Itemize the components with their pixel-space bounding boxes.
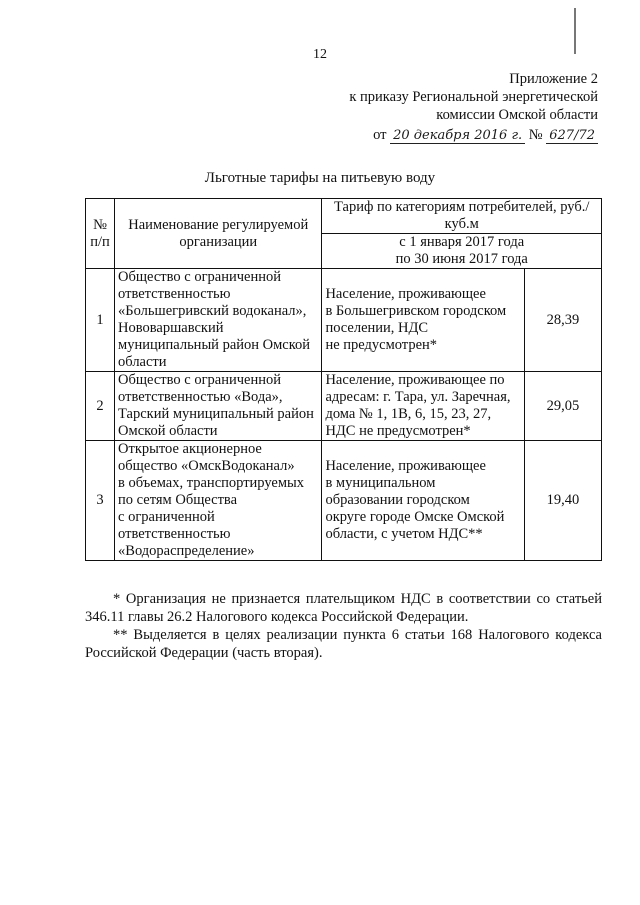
document-title: Льготные тарифы на питьевую воду bbox=[204, 170, 436, 186]
appendix-title: Приложение 2 bbox=[509, 71, 598, 87]
footnote-vat-exempt: * Организация не признается плательщиком НДС в соответствии со статьей 346.11 главы 26.2 Налогового кодекса Российской Федерации. bbox=[85, 591, 602, 625]
tariff-table bbox=[85, 198, 602, 561]
table-row bbox=[86, 441, 602, 561]
header-tariff: Тариф по категориям потребителей, руб./куб.м bbox=[322, 199, 602, 234]
row-tariff-value: 19,40 bbox=[524, 441, 601, 561]
order-number-handwritten: 627/72 bbox=[546, 129, 598, 144]
row-consumers: Население, проживающее по адресам: г. Тара, ул. Заречная, дома № 1, 1В, 6, 15, 23, 27, НДС не предусмотрен* bbox=[322, 372, 524, 441]
row-consumers: Население, проживающее в Большегривском городском поселении, НДС не предусмотрен* bbox=[322, 269, 524, 372]
order-line bbox=[349, 126, 598, 144]
page-number: 12 bbox=[313, 47, 327, 62]
order-date-handwritten: 20 декабря 2016 г. bbox=[390, 129, 525, 144]
appendix-block bbox=[349, 70, 598, 144]
row-number: 3 bbox=[86, 441, 115, 561]
footnotes bbox=[85, 590, 602, 662]
table-header-row bbox=[86, 199, 602, 234]
table-row bbox=[86, 269, 602, 372]
appendix-order-ref: к приказу Региональной энергетической bbox=[349, 89, 598, 105]
header-period: с 1 января 2017 года по 30 июня 2017 года bbox=[322, 234, 602, 269]
header-organization: Наименование регулируемой организации bbox=[115, 199, 322, 269]
row-tariff-value: 28,39 bbox=[524, 269, 601, 372]
row-consumers: Население, проживающее в муниципальном образовании городском округе городе Омске Омской области, с учетом НДС** bbox=[322, 441, 524, 561]
row-organization: Общество с ограниченной ответственностью «Большегривский водоканал», Нововаршавский муниципальный район Омской области bbox=[115, 269, 322, 372]
row-organization: Общество с ограниченной ответственностью «Вода», Тарский муниципальный район Омской области bbox=[115, 372, 322, 441]
order-number-label: № bbox=[528, 127, 543, 143]
row-organization: Открытое акционерное общество «ОмскВодоканал» в объемах, транспортируемых по сетям Общества с ограниченной ответственностью «Водораспределение» bbox=[115, 441, 322, 561]
table-row bbox=[86, 372, 602, 441]
row-tariff-value: 29,05 bbox=[524, 372, 601, 441]
row-number: 1 bbox=[86, 269, 115, 372]
row-number: 2 bbox=[86, 372, 115, 441]
footnote-vat-included: ** Выделяется в целях реализации пункта 6 статьи 168 Налогового кодекса Российской Федерации (часть вторая). bbox=[85, 627, 602, 661]
header-number: № п/п bbox=[86, 199, 115, 269]
appendix-commission: комиссии Омской области bbox=[436, 107, 598, 123]
order-prefix: от bbox=[373, 127, 387, 143]
